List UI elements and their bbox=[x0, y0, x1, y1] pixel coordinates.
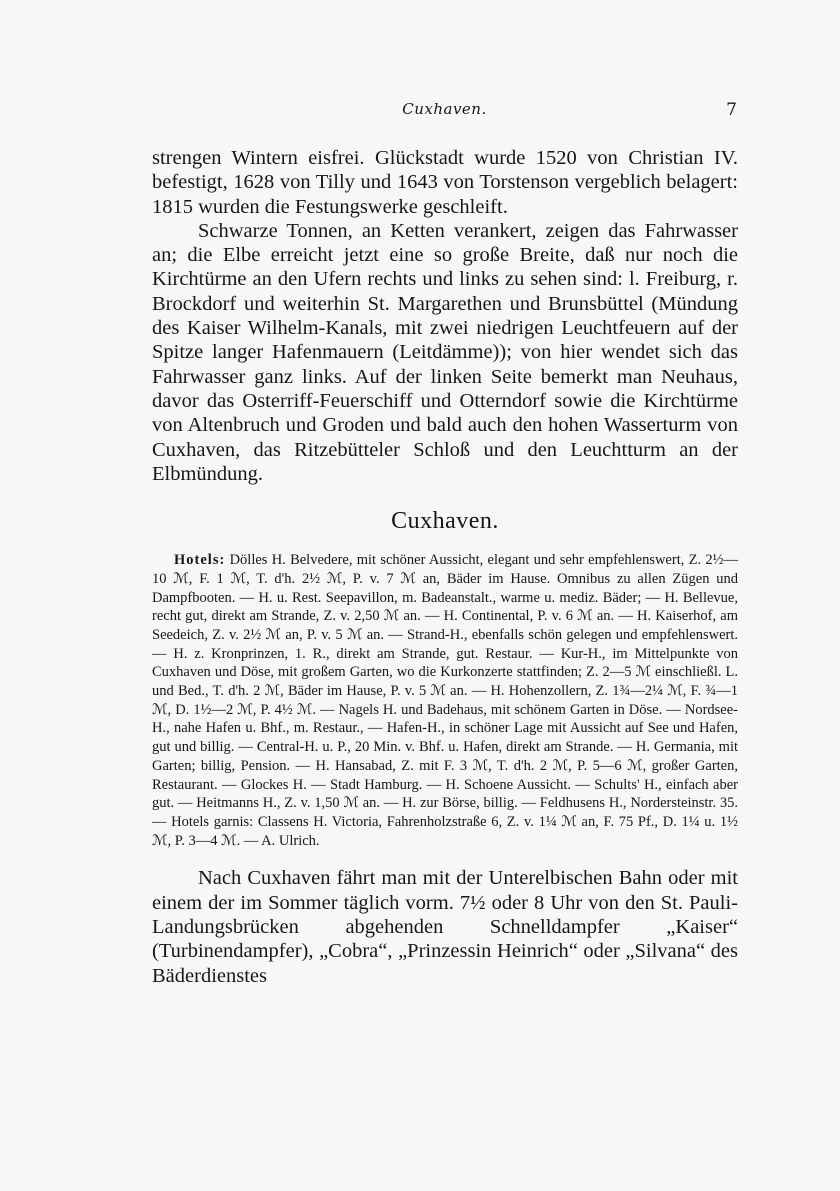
running-title: Cuxhaven. bbox=[402, 100, 487, 118]
paragraph-glueckstadt: strengen Wintern eisfrei. Glückstadt wurde 1520 von Christian IV. befestigt, 1628 von Tilly und 1643 von Torstenson vergeblich belagert: 1815 wurden die Festungswerke geschleift. bbox=[152, 147, 738, 218]
hotels-listing bbox=[152, 551, 738, 850]
section-heading: Cuxhaven. bbox=[391, 508, 499, 535]
hotels-label: Hotels: bbox=[174, 552, 226, 569]
page-body bbox=[152, 146, 738, 988]
paragraph-fahrwasser: Schwarze Tonnen, an Ketten verankert, zeigen das Fahrwasser an; die Elbe erreicht jetzt eine so große Breite, daß nur noch die Kirchtürme an den Ufern rechts und links zu sehen sind: l. Freiburg, r. Brockdorf und weiterhin St. Margarethen und Brunsbüttel (Mündung des Kaiser Wilhelm-Kanals, mit zwei niedrigen Leuchtfeuern auf der Spitze langer Hafenmauern (Leitdämme)); von hier wendet sich das Fahrwasser ganz links. Auf der linken Seite bemerkt man Neuhaus, davor das Osterriff-Feuerschiff und Otterndorf sowie die Kirchtürme von Altenbruch und Groden und bald auch den hohen Wasserturm von Cuxhaven, das Ritzebütteler Schloß und den Leuchtturm an der Elbmündung. bbox=[152, 219, 738, 485]
running-header bbox=[152, 100, 737, 124]
hotels-text: Dölles H. Belvedere, mit schöner Aussicht, elegant und sehr empfehlenswert, Z. 2½—10 ℳ, F. 1 ℳ, T. d'h. 2½ ℳ, P. v. 7 ℳ an, Bäder im Hause. Omnibus zu allen Zügen und Dampfbooten. — H. u. Rest. Seepavillon, m. Badeanstalt., warme u. mediz. Bäder; — H. Bellevue, recht gut, direkt am Strande, Z. v. 2,50 ℳ an. — H. Continental, P. v. 6 ℳ an. — H. Kaiserhof, am Seedeich, Z. v. 2½ ℳ an, P. v. 5 ℳ an. — Strand-H., ebenfalls schön gelegen und empfehlenswert. — H. z. Kronprinzen, 1. R., direkt am Strande, gut. Restaur. — Kur-H., im Mittelpunkte von Cuxhaven und Döse, mit großem Garten, wo die Kurkonzerte stattfinden; Z. 2—5 ℳ einschließl. L. und Bed., T. d'h. 2 ℳ, Bäder im Hause, P. v. 5 ℳ an. — H. Hohenzollern, Z. 1¾—2¼ ℳ, F. ¾—1 ℳ, D. 1½—2 ℳ, P. 4½ ℳ. — Nagels H. und Badehaus, mit schönem Garten in Döse. — Nordsee-H., nahe Hafen u. Bhf., m. Restaur., — Hafen-H., in schöner Lage mit Aussicht auf See und Hafen, gut und billig. — Central-H. u. P., 20 Min. v. Bhf. u. Hafen, direkt am Strande. — H. Germania, mit Garten; billig, Pension. — H. Hansabad, Z. mit F. 3 ℳ, T. d'h. 2 ℳ, P. 5—6 ℳ, großer Garten, Restaurant. — Glockes H. — Stadt Hamburg. — H. Schoene Aussicht. — Schults' H., einfach aber gut. — Heitmanns H., Z. v. 1,50 ℳ an. — H. zur Börse, billig. — Feldhusens H., Nordersteinstr. 35. — Hotels garnis: Classens H. Victoria, Fahrenholzstraße 6, Z. v. 1¼ ℳ an, F. 75 Pf., D. 1¼ u. 1½ ℳ, P. 3—4 ℳ. — A. Ulrich. bbox=[152, 552, 739, 849]
page-number: 7 bbox=[726, 100, 737, 120]
paragraph-anreise: Nach Cuxhaven fährt man mit der Unterelbischen Bahn oder mit einem der im Sommer täglich vorm. 7½ oder 8 Uhr von den St. Pauli-Landungsbrücken abgehenden Schnelldampfer „Kaiser“ (Turbinendampfer), „Cobra“, „Prinzessin Heinrich“ oder „Silvana“ des Bäderdienstes bbox=[152, 867, 738, 987]
